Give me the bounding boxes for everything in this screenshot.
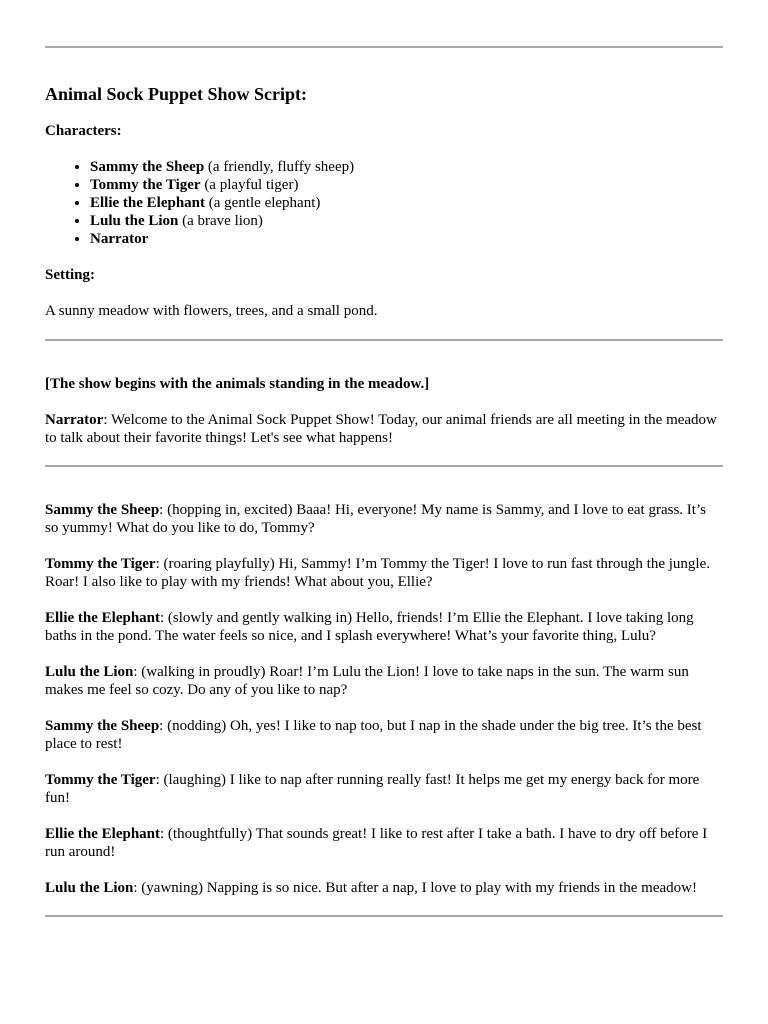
line-text: : (walking in proudly) Roar! I’m Lulu the Lion! I love to take naps in the sun. The warm sun makes me feel so cozy. Do any of you like to nap?: [45, 664, 689, 698]
characters-list: [45, 158, 723, 248]
dialogue-line: [45, 825, 723, 861]
speaker-name: Lulu the Lion: [45, 664, 134, 680]
character-name: Tommy the Tiger: [90, 177, 201, 193]
character-name: Lulu the Lion: [90, 213, 179, 229]
line-text: : (roaring playfully) Hi, Sammy! I’m Tommy the Tiger! I love to run fast through the jungle. Roar! I also like to play with my friends! What about you, Ellie?: [45, 556, 710, 590]
narrator-line: [45, 411, 723, 447]
script-title: Animal Sock Puppet Show Script:: [45, 84, 308, 104]
list-item: [90, 176, 723, 194]
character-name: Ellie the Elephant: [90, 195, 206, 211]
characters-heading: Characters:: [45, 123, 122, 139]
line-text: : Welcome to the Animal Sock Puppet Show! Today, our animal friends are all meeting in the meadow to talk about their favorite things! Let's see what happens!: [45, 412, 717, 446]
list-item: [90, 194, 723, 212]
speaker-name: Sammy the Sheep: [45, 718, 160, 734]
line-text: : (laughing) I like to nap after running really fast! It helps me get my energy back for more fun!: [45, 772, 700, 806]
character-description: (a friendly, fluffy sheep): [204, 159, 355, 175]
character-description: (a gentle elephant): [205, 195, 321, 211]
character-description: (a playful tiger): [200, 177, 299, 193]
line-text: : (thoughtfully) That sounds great! I like to rest after I take a bath. I have to dry off before I run around!: [45, 826, 708, 860]
list-item: [90, 212, 723, 230]
dialogue-section: [45, 501, 723, 897]
speaker-name: Tommy the Tiger: [45, 772, 156, 788]
dialogue-line: [45, 717, 723, 753]
speaker-name: Tommy the Tiger: [45, 556, 156, 572]
speaker-name: Ellie the Elephant: [45, 610, 161, 626]
character-name: Narrator: [90, 231, 149, 247]
dialogue-line: [45, 771, 723, 807]
list-item: [90, 230, 723, 248]
dialogue-line: [45, 609, 723, 645]
dialogue-line: [45, 501, 723, 537]
character-name: Sammy the Sheep: [90, 159, 205, 175]
character-description: (a brave lion): [178, 213, 263, 229]
line-text: : (nodding) Oh, yes! I like to nap too, but I nap in the shade under the big tree. It’s the best place to rest!: [45, 718, 702, 752]
dialogue-line: [45, 879, 723, 897]
line-text: : (hopping in, excited) Baaa! Hi, everyone! My name is Sammy, and I love to eat grass. It’s so yummy! What do you like to do, Tommy?: [45, 502, 706, 536]
dialogue-line: [45, 663, 723, 699]
divider-bottom: [45, 915, 723, 917]
setting-heading: Setting:: [45, 267, 95, 283]
line-text: : (yawning) Napping is so nice. But after a nap, I love to play with my friends in the meadow!: [133, 880, 697, 896]
setting-text: A sunny meadow with flowers, trees, and a small pond.: [45, 303, 378, 319]
speaker-name: Narrator: [45, 412, 104, 428]
speaker-name: Lulu the Lion: [45, 880, 134, 896]
speaker-name: Sammy the Sheep: [45, 502, 160, 518]
stage-direction: [The show begins with the animals standing in the meadow.]: [45, 376, 430, 392]
list-item: [90, 158, 723, 176]
dialogue-line: [45, 555, 723, 591]
speaker-name: Ellie the Elephant: [45, 826, 161, 842]
line-text: : (slowly and gently walking in) Hello, friends! I’m Ellie the Elephant. I love taking long baths in the pond. The water feels so nice, and I splash everywhere! What’s your favorite thing, Lulu?: [45, 610, 694, 644]
